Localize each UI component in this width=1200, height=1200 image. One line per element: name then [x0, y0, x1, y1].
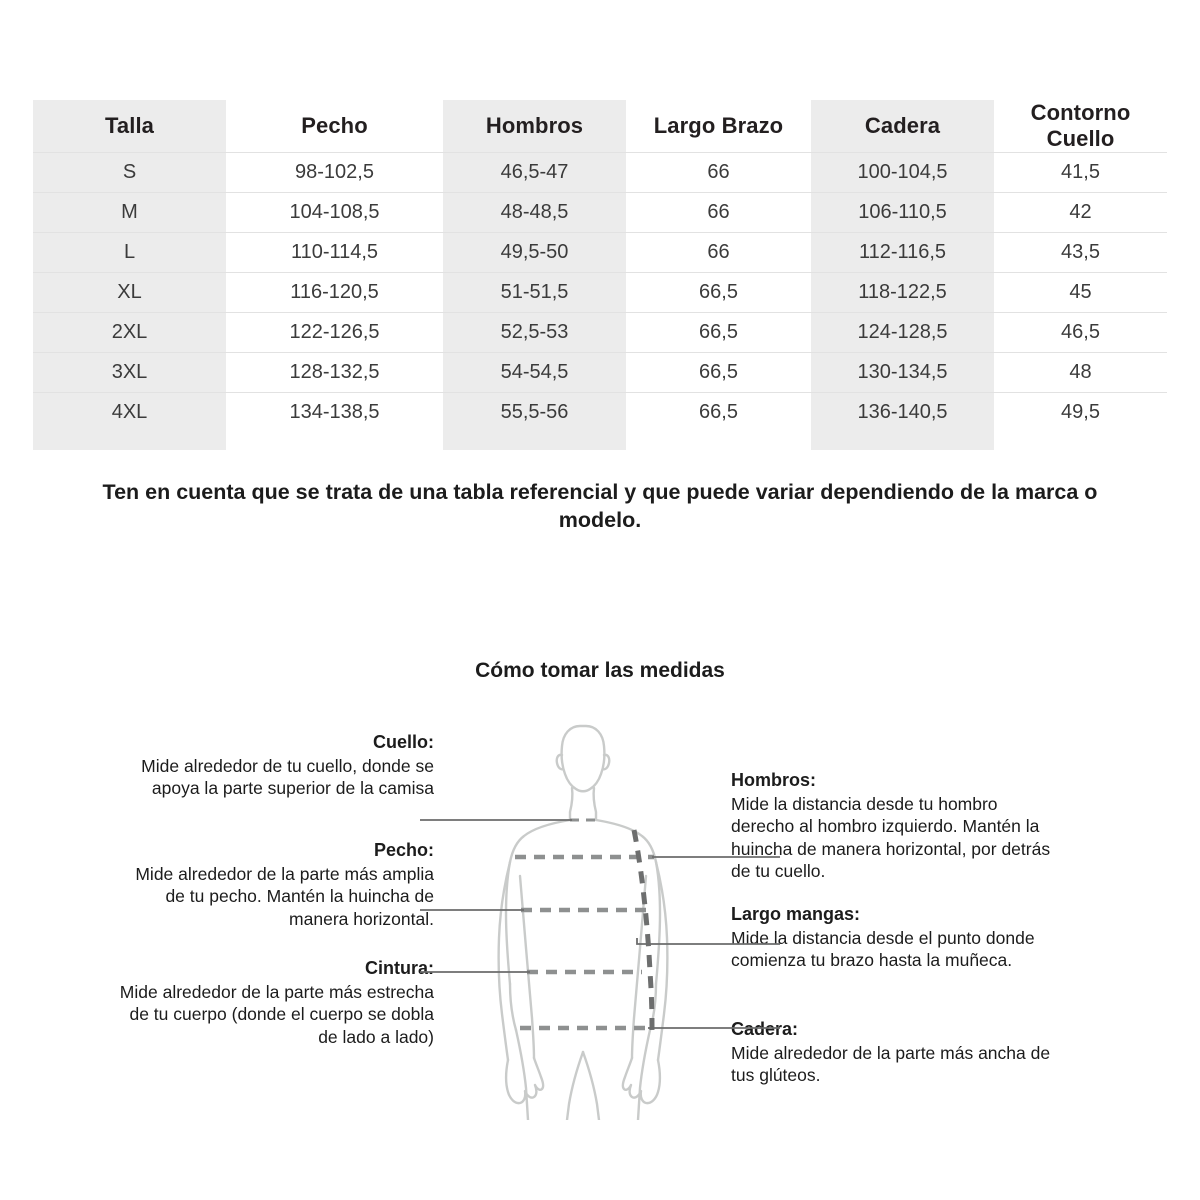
- annotation-largo-mangas: [731, 903, 1061, 972]
- cell-hombros: 55,5-56: [443, 393, 626, 433]
- strip-segment: [226, 432, 443, 450]
- cell-hombros: 49,5-50: [443, 233, 626, 273]
- body-outline: [499, 726, 668, 1120]
- cell-talla: S: [33, 153, 226, 193]
- table-row: [33, 273, 1167, 313]
- cell-talla: XL: [33, 273, 226, 313]
- annotation-pecho-body: Mide alrededor de la parte más amplia de tu pecho. Mantén la huincha de manera horizontal.: [135, 864, 434, 929]
- table-row: [33, 233, 1167, 273]
- cell-contorno-cuello: 49,5: [994, 393, 1167, 433]
- cell-contorno-cuello: 46,5: [994, 313, 1167, 353]
- cell-largo-brazo: 66,5: [626, 393, 811, 433]
- cell-hombros: 46,5-47: [443, 153, 626, 193]
- cell-pecho: 104-108,5: [226, 193, 443, 233]
- cell-contorno-cuello: 42: [994, 193, 1167, 233]
- cell-pecho: 98-102,5: [226, 153, 443, 193]
- cell-cadera: 136-140,5: [811, 393, 994, 433]
- cell-pecho: 122-126,5: [226, 313, 443, 353]
- column-header-pecho: Pecho: [226, 100, 443, 153]
- column-header-cadera: Cadera: [811, 100, 994, 153]
- cell-largo-brazo: 66,5: [626, 273, 811, 313]
- cell-pecho: 116-120,5: [226, 273, 443, 313]
- table-header: [33, 100, 1167, 153]
- annotation-hombros: [731, 769, 1061, 883]
- cell-talla: M: [33, 193, 226, 233]
- cell-cadera: 100-104,5: [811, 153, 994, 193]
- cell-largo-brazo: 66: [626, 233, 811, 273]
- cell-contorno-cuello: 45: [994, 273, 1167, 313]
- cell-talla: 4XL: [33, 393, 226, 433]
- cell-pecho: 110-114,5: [226, 233, 443, 273]
- cell-cadera: 112-116,5: [811, 233, 994, 273]
- cell-pecho: 128-132,5: [226, 353, 443, 393]
- how-to-measure-title: Cómo tomar las medidas: [475, 659, 725, 682]
- leader-lines: [420, 820, 780, 1028]
- annotation-hombros-title: Hombros:: [731, 770, 816, 790]
- cell-hombros: 54-54,5: [443, 353, 626, 393]
- annotation-cadera-title: Cadera:: [731, 1019, 799, 1039]
- annotation-cuello: [118, 731, 434, 800]
- annotation-cintura: [108, 957, 434, 1048]
- column-header-talla: Talla: [33, 100, 226, 153]
- cell-cadera: 118-122,5: [811, 273, 994, 313]
- cell-talla: L: [33, 233, 226, 273]
- annotation-cuello-title: Cuello:: [373, 732, 434, 752]
- cell-pecho: 134-138,5: [226, 393, 443, 433]
- annotation-cadera: [731, 1018, 1061, 1087]
- cell-largo-brazo: 66: [626, 153, 811, 193]
- body-measurement-diagram: [420, 700, 780, 1120]
- column-header-hombros: Hombros: [443, 100, 626, 153]
- annotation-cintura-title: Cintura:: [365, 958, 434, 978]
- reference-table-note: Ten en cuenta que se trata de una tabla referencial y que puede variar dependiendo de la marca o modelo.: [102, 480, 1098, 533]
- cell-talla: 3XL: [33, 353, 226, 393]
- cell-hombros: 48-48,5: [443, 193, 626, 233]
- cell-cadera: 124-128,5: [811, 313, 994, 353]
- table-bottom-strip: [33, 432, 1167, 450]
- size-chart-table: [33, 100, 1167, 432]
- strip-segment: [811, 432, 994, 450]
- strip-segment: [443, 432, 626, 450]
- cell-hombros: 51-51,5: [443, 273, 626, 313]
- strip-segment: [994, 432, 1167, 450]
- table-row: [33, 353, 1167, 393]
- size-chart-table-container: [33, 100, 1167, 450]
- annotation-cintura-body: Mide alrededor de la parte más estrecha de tu cuerpo (donde el cuerpo se dobla de lado a lado): [119, 982, 434, 1047]
- cell-largo-brazo: 66,5: [626, 353, 811, 393]
- strip-segment: [626, 432, 811, 450]
- table-row: [33, 313, 1167, 353]
- cell-cadera: 130-134,5: [811, 353, 994, 393]
- cell-largo-brazo: 66,5: [626, 313, 811, 353]
- table-row: [33, 393, 1167, 433]
- annotation-pecho-title: Pecho:: [373, 840, 434, 860]
- measurement-dashed-lines: [515, 820, 654, 1028]
- strip-segment: [33, 432, 226, 450]
- cell-contorno-cuello: 48: [994, 353, 1167, 393]
- table-header-row: [33, 100, 1167, 153]
- column-header-contorno-cuello: Contorno Cuello: [994, 100, 1167, 153]
- cell-largo-brazo: 66: [626, 193, 811, 233]
- annotation-cuello-body: Mide alrededor de tu cuello, donde se apoya la parte superior de la camisa: [141, 756, 434, 799]
- cell-contorno-cuello: 41,5: [994, 153, 1167, 193]
- column-header-largo-brazo: Largo Brazo: [626, 100, 811, 153]
- table-body: [33, 153, 1167, 433]
- annotation-hombros-body: Mide la distancia desde tu hombro derecho al hombro izquierdo. Mantén la huincha de manera horizontal, por detrás de tu cuello.: [731, 794, 1051, 882]
- cell-contorno-cuello: 43,5: [994, 233, 1167, 273]
- cell-hombros: 52,5-53: [443, 313, 626, 353]
- table-row: [33, 153, 1167, 193]
- annotation-largo-mangas-title: Largo mangas:: [731, 904, 861, 924]
- annotation-largo-mangas-body: Mide la distancia desde el punto donde comienza tu brazo hasta la muñeca.: [731, 928, 1035, 971]
- table-row: [33, 193, 1167, 233]
- cell-cadera: 106-110,5: [811, 193, 994, 233]
- cell-talla: 2XL: [33, 313, 226, 353]
- annotation-cadera-body: Mide alrededor de la parte más ancha de tus glúteos.: [731, 1043, 1051, 1086]
- annotation-pecho: [118, 839, 434, 930]
